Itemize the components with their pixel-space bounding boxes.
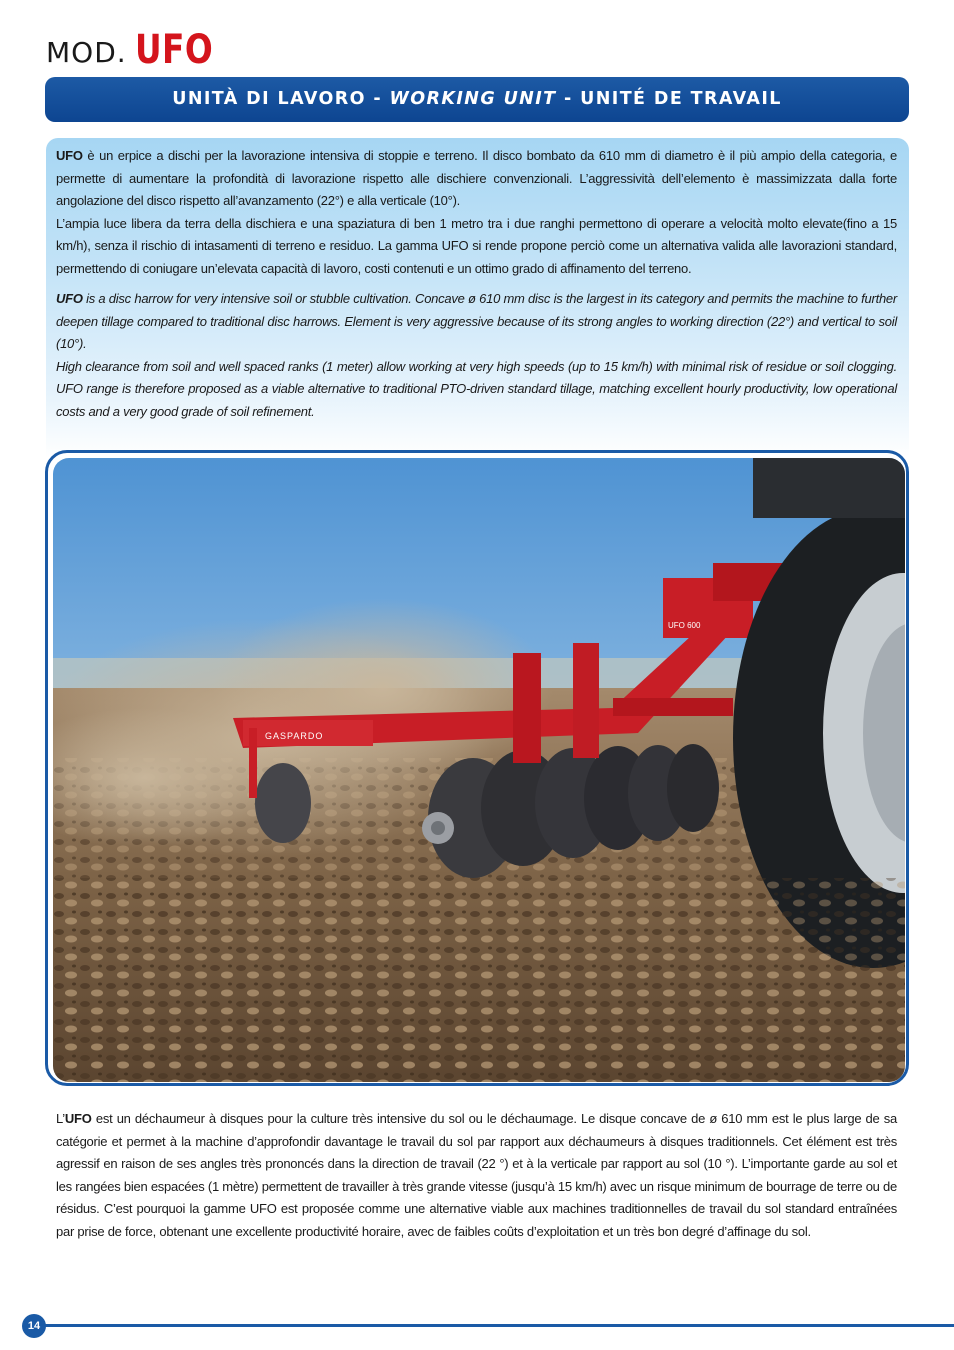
section-separator: - [556, 89, 581, 109]
product-photo-frame [45, 450, 909, 1086]
italian-paragraph-2: L’ampia luce libera da terra della dischiera e una spaziatura di ben 1 metro tra i due ranghi permettono di operare a velocità molto elevate(fino a 15 km/h), senza il rischio di intasamenti di terreno e residuo. La gamma UFO si rende propone perciò come un alternativa valida alle lavorazioni standard, permettendo di coniugare un’elevata capacità di lavoro, costi contenuti e un ottimo grado di affinamento del terreno. [56, 215, 897, 276]
section-separator: - [365, 89, 390, 109]
machine-brand-label: GASPARDO [265, 731, 324, 741]
section-title-it: UNITÀ DI LAVORO [172, 89, 366, 109]
section-title-fr: UNITÉ DE TRAVAIL [580, 89, 782, 109]
english-description [56, 288, 897, 424]
english-paragraph-2: High clearance from soil and well spaced ranks (1 meter) allow working at very high speeds (up to 15 km/h) with minimal risk of residue or soil clogging. UFO range is therefore proposed as a viable alternative to traditional PTO-driven standard tillage, matching excellent hourly productivity, low operational costs and a very good grade of soil refinement. [56, 358, 897, 419]
section-title-en: WORKING UNIT [389, 89, 557, 109]
french-description [56, 1108, 897, 1244]
page-number-badge: 14 [22, 1314, 46, 1338]
machine-model-label: UFO 600 [668, 621, 701, 630]
italian-paragraph-1: UFO è un erpice a dischi per la lavorazione intensiva di stoppie e terreno. Il disco bombato da 610 mm di diametro è il più ampio della categoria, e permette di aumentare la profondità di lavorazione rispetto alle dischiere convenzionali. L’aggressività dell’elemento è massimizzata dalla forte angolazione del disco rispetto all’avanzamento (22°) e alla verticale (10°). [56, 148, 897, 209]
section-heading-bar [45, 77, 909, 122]
model-name: UFO [134, 27, 213, 73]
english-paragraph-1: UFO is a disc harrow for very intensive soil or stubble cultivation. Concave ø 610 mm disc is the largest in its category and permits the machine to further deepen tillage compared to traditional disc harrows. Element is very aggressive because of its strong angles to working direction (22°) and vertical to soil (10°). [56, 291, 897, 352]
disc-harrow-photo [53, 458, 905, 1082]
brand-name: UFO [64, 1111, 92, 1126]
brand-name: UFO [56, 148, 83, 163]
brand-name: UFO [56, 291, 83, 306]
italian-description [56, 145, 897, 281]
french-paragraph: L’UFO est un déchaumeur à disques pour la culture très intensive du sol ou le déchaumage. Le disque concave de ø 610 mm est le plus large de sa catégorie et permet à la machine d’approfondir davantage le travail du sol par rapport aux déchaumeurs à disques traditionnels. Cet élément est très agressif en raison de ses angles très prononcés dans la direction de travail (22 °) et à la verticale par rapport au sol (10 °). L’importante garde au sol et les rangées bien espacées (1 mètre) permettent de travailler à très grande vitesse (jusqu’à 15 km/h) avec un risque minimum de bourrage de terre ou de résidus. C’est pourquoi la gamme UFO est proposée comme une alternative viable aux machines traditionnelles de travail du sol standard entraînées par prise de force, obtenant une excellente productivité horaire, avec de faibles coûts d’exploitation et un très bon degré d’affinage du sol. [56, 1111, 897, 1239]
footer-rule [36, 1324, 954, 1327]
page-title [46, 22, 230, 73]
mod-prefix: MOD. [46, 36, 127, 69]
